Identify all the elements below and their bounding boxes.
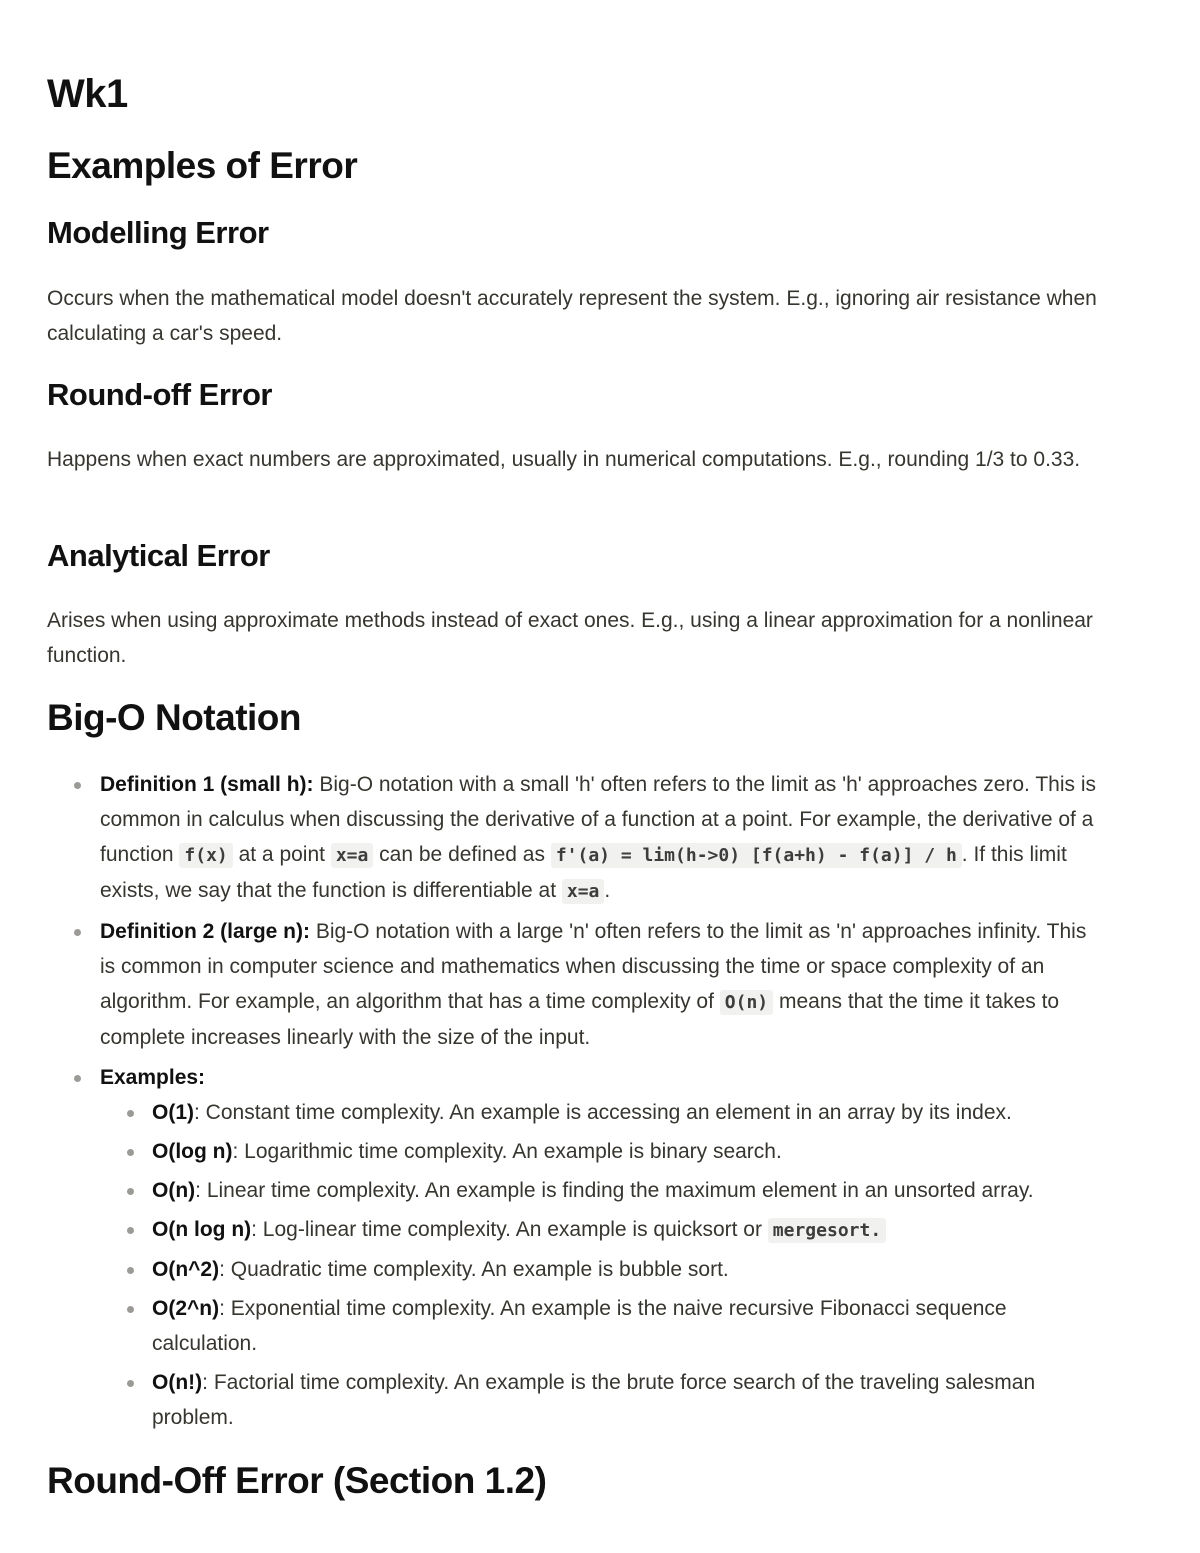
paragraph-round-off-error: Happens when exact numbers are approximated, usually in numerical computations. E.g., rounding 1/3 to 0.33. [47, 448, 1081, 471]
definition-1-text-3: can be defined as [373, 843, 551, 866]
heading-analytical-error: Analytical Error [47, 538, 270, 573]
definition-2-label: Definition 2 (large n): [100, 920, 310, 943]
heading-examples-of-error: Examples of Error [47, 145, 358, 186]
example-term: O(1) [152, 1101, 194, 1124]
list-item-examples [47, 1060, 1105, 1435]
example-text: : Logarithmic time complexity. An example is binary search. [232, 1140, 782, 1163]
definition-1-text-5: . [604, 879, 611, 902]
big-o-list [47, 767, 1105, 1440]
example-term: O(n!) [152, 1371, 203, 1394]
page-title: Wk1 [47, 72, 128, 116]
example-term: O(n) [152, 1179, 196, 1202]
definition-2-text-1: Big-O notation with a large 'n' often refers to the limit as 'n' approaches infinity. This is common in computer science and mathematics when discussing the time or space complexity of an algorithm. For example, an algorithm that has a time complexity of [100, 920, 1087, 1013]
example-term: O(2^n) [152, 1297, 220, 1320]
example-text: : Linear time complexity. An example is finding the maximum element in an unsorted array. [195, 1179, 1034, 1202]
example-term: O(n log n) [152, 1218, 252, 1241]
example-item-o-n-log-n [47, 1212, 1105, 1248]
definition-1-text-1: Big-O notation with a small 'h' often refers to the limit as 'h' approaches zero. This is common in calculus when discussing the derivative of a function at a point. For example, the derivative of a function [100, 773, 1097, 866]
example-text: : Exponential time complexity. An example is the naive recursive Fibonacci sequence calculation. [152, 1297, 1007, 1355]
heading-round-off-error: Round-off Error [47, 377, 272, 412]
code-fx: f(x) [179, 843, 232, 868]
example-item-o-1 [47, 1095, 1105, 1130]
definition-1-label: Definition 1 (small h): [100, 773, 314, 796]
example-term: O(log n) [152, 1140, 233, 1163]
example-text: : Constant time complexity. An example is accessing an element in an array by its index. [194, 1101, 1012, 1124]
examples-label: Examples: [100, 1066, 206, 1089]
list-item-definition-1 [47, 767, 1105, 909]
example-item-o-2-pow-n [47, 1291, 1105, 1361]
definition-1-text-2: at a point [232, 843, 331, 866]
definition-1-text-4: . If this limit exists, we say that the function is differentiable at [100, 843, 1067, 902]
definition-2-text-2: means that the time it takes to complete increases linearly with the size of the input. [100, 990, 1060, 1049]
list-item-definition-2 [47, 914, 1105, 1055]
examples-sublist [47, 1095, 1105, 1435]
heading-big-o-notation: Big-O Notation [47, 697, 302, 738]
code-derivative-limit: f'(a) = lim(h->0) [f(a+h) - f(a)] / h [551, 843, 962, 868]
paragraph-analytical-error: Arises when using approximate methods instead of exact ones. E.g., using a linear approximation for a nonlinear function. [47, 609, 1093, 667]
example-text: : Factorial time complexity. An example is the brute force search of the traveling salesman problem. [152, 1371, 1036, 1429]
example-text: : Quadratic time complexity. An example is bubble sort. [219, 1258, 729, 1281]
example-item-o-n-squared [47, 1252, 1105, 1287]
heading-modelling-error: Modelling Error [47, 215, 269, 250]
example-item-o-n-factorial [47, 1365, 1105, 1435]
code-o-n: O(n) [720, 990, 773, 1015]
heading-round-off-error-section: Round-Off Error (Section 1.2) [47, 1460, 547, 1501]
example-term: O(n^2) [152, 1258, 220, 1281]
example-text: : Log-linear time complexity. An example is quicksort or [251, 1218, 768, 1241]
example-item-o-log-n [47, 1134, 1105, 1169]
code-x-equals-a-2: x=a [562, 879, 605, 904]
code-x-equals-a: x=a [331, 843, 374, 868]
paragraph-modelling-error: Occurs when the mathematical model doesn't accurately represent the system. E.g., ignoring air resistance when calculating a car's speed. [47, 287, 1097, 345]
code-mergesort: mergesort. [768, 1218, 886, 1243]
example-item-o-n [47, 1173, 1105, 1208]
